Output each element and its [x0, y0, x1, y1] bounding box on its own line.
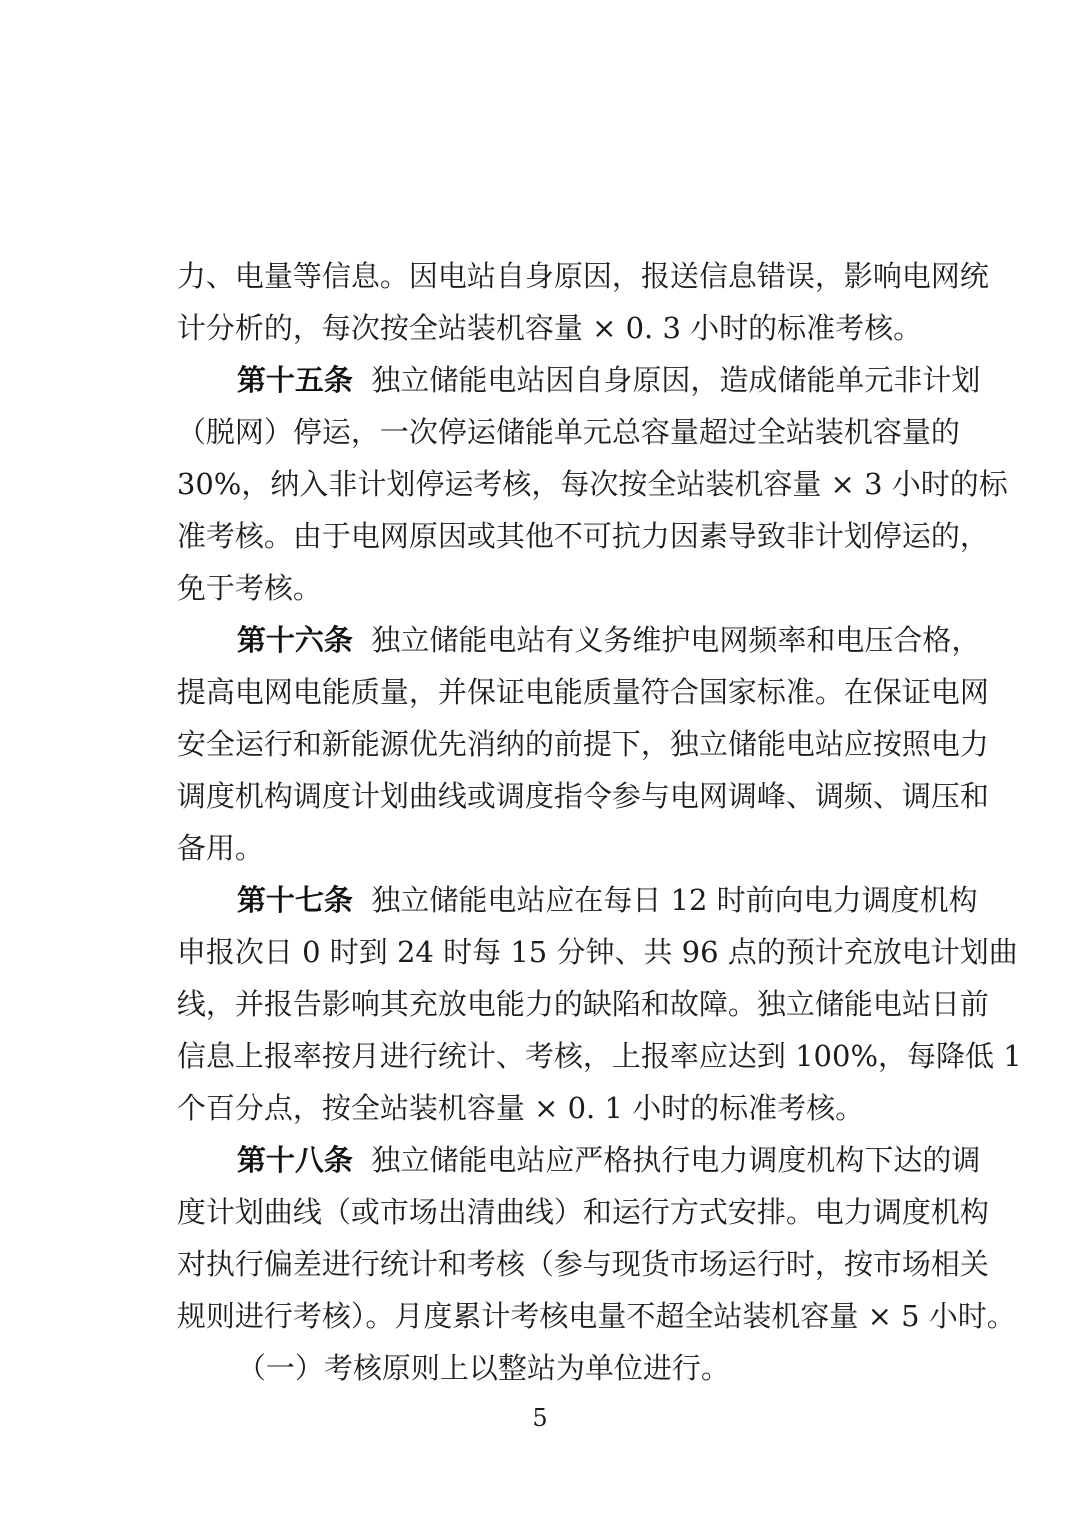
- article-15-title: 第十五条: [236, 363, 353, 397]
- line-text: 独立储能电站应在每日 12 时前向电力调度机构: [352, 883, 978, 917]
- line-text: 线，并报告影响其充放电能力的缺陷和故障。独立储能电站日前: [176, 987, 989, 1021]
- line-text: 免于考核。: [176, 571, 322, 605]
- body-text-line: [140, 978, 1022, 1073]
- body-text-line: [140, 718, 989, 813]
- body-text-line: [140, 926, 989, 1021]
- body-text-line: [140, 354, 960, 449]
- line-text: 独立储能电站因自身原因，造成储能单元非计划: [352, 363, 981, 397]
- line-text: 信息上报率按月进行统计、考核，上报率应达到 100%，每降低 1: [176, 1039, 1022, 1073]
- body-text-line: [140, 1030, 950, 1125]
- body-text-line: [140, 250, 950, 345]
- article-16-title: 第十六条: [236, 623, 353, 657]
- article-18-title: 第十八条: [236, 1143, 353, 1177]
- body-text-line: [140, 1186, 989, 1281]
- line-text: 独立储能电站应严格执行电力调度机构下达的调: [352, 1143, 981, 1177]
- line-text: 安全运行和新能源优先消纳的前提下，独立储能电站应按照电力: [176, 727, 989, 761]
- line-text: 备用。: [176, 831, 264, 865]
- article-17-heading-line: [200, 822, 978, 917]
- article-16-heading-line: [200, 562, 981, 657]
- article-18-heading-line: [200, 1082, 981, 1177]
- line-text: （一）考核原则上以整站为单位进行。: [236, 1351, 730, 1385]
- article-15-heading-line: [200, 302, 981, 397]
- body-text-line: [140, 1238, 1016, 1333]
- line-text: 度计划曲线（或市场出清曲线）和运行方式安排。电力调度机构: [176, 1195, 989, 1229]
- page-number: 5: [532, 1404, 548, 1432]
- body-text-line: [140, 614, 989, 709]
- line-text: 规则进行考核）。月度累计考核电量不超全站装机容量 × 5 小时。: [176, 1299, 1016, 1333]
- line-text: 独立储能电站有义务维护电网频率和电压合格，: [352, 623, 981, 657]
- article-17-title: 第十七条: [236, 883, 353, 917]
- body-text-line: [140, 874, 1018, 969]
- line-text: 申报次日 0 时到 24 时每 15 分钟、共 96 点的预计充放电计划曲: [176, 935, 1018, 969]
- body-text-line: [140, 770, 950, 865]
- body-text-line: [140, 1134, 989, 1229]
- line-text: （脱网）停运，一次停运储能单元总容量超过全站装机容量的: [176, 415, 960, 449]
- line-text: 准考核。由于电网原因或其他不可抗力因素导致非计划停运的，: [176, 519, 989, 553]
- body-text-line: [140, 510, 950, 605]
- clause-1-line: [200, 1290, 950, 1385]
- line-text: 提高电网电能质量，并保证电能质量符合国家标准。在保证电网: [176, 675, 989, 709]
- body-text-line: [140, 666, 989, 761]
- line-text: 个百分点，按全站装机容量 × 0. 1 小时的标准考核。: [176, 1091, 865, 1125]
- line-text: 调度机构调度计划曲线或调度指令参与电网调峰、调频、调压和: [176, 779, 989, 813]
- body-text-line: [140, 198, 989, 293]
- body-text-line: [140, 458, 989, 553]
- line-text: 力、电量等信息。因电站自身原因，报送信息错误，影响电网统: [176, 259, 989, 293]
- line-text: 对执行偏差进行统计和考核（参与现货市场运行时，按市场相关: [176, 1247, 989, 1281]
- line-text: 30%，纳入非计划停运考核，每次按全站装机容量 × 3 小时的标: [176, 467, 1008, 501]
- line-text: 计分析的，每次按全站装机容量 × 0. 3 小时的标准考核。: [176, 311, 923, 345]
- body-text-line: [140, 406, 1008, 501]
